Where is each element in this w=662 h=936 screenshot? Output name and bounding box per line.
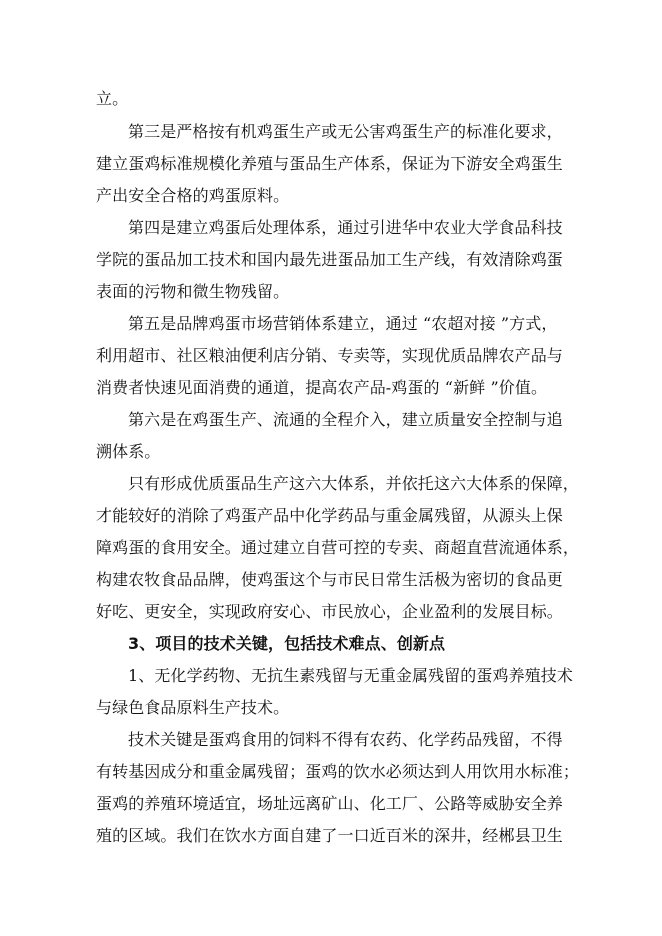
text-line: 才能较好的消除了鸡蛋产品中化学药品与重金属残留，从源头上保 <box>96 506 563 525</box>
text-line: 表面的污物和微生物残留。 <box>96 282 290 301</box>
text-line: 学院的蛋品加工技术和国内最先进蛋品加工生产线，有效清除鸡蛋 <box>96 250 563 269</box>
text-line: 消费者快速见面消费的通道，提高农产品-鸡蛋的 “新鲜 ”价值。 <box>96 378 548 397</box>
text-line: 第五是品牌鸡蛋市场营销体系建立，通过 “农超对接 ”方式， <box>128 314 558 333</box>
text-line: 只有形成优质蛋品生产这六大体系，并依托这六大体系的保障， <box>128 474 579 493</box>
text-line: 第四是建立鸡蛋后处理体系，通过引进华中农业大学食品科技 <box>128 218 563 237</box>
text-line: 殖的区域。我们在饮水方面自建了一口近百米的深井，经郴县卫生 <box>96 826 563 845</box>
text-line: 构建农牧食品品牌，使鸡蛋这个与市民日常生活极为密切的食品更 <box>96 570 563 589</box>
text-line: 蛋鸡的养殖环境适宜，场址远离矿山、化工厂、公路等威胁安全养 <box>96 794 563 813</box>
text-line: 有转基因成分和重金属残留；蛋鸡的饮水必须达到人用饮用水标准； <box>96 762 580 781</box>
text-line: 溯体系。 <box>96 442 161 461</box>
text-line: 利用超市、社区粮油便利店分销、专卖等，实现优质品牌农产品与 <box>96 346 563 365</box>
text-line: 立。 <box>96 89 129 108</box>
text-line: 与绿色食品原料生产技术。 <box>96 698 290 717</box>
text-line: 好吃、更安全，实现政府安心、市民放心，企业盈利的发展目标。 <box>96 602 563 621</box>
text-line: 建立蛋鸡标准规模化养殖与蛋品生产体系，保证为下游安全鸡蛋生 <box>96 154 563 173</box>
text-line: 第三是严格按有机鸡蛋生产或无公害鸡蛋生产的标准化要求， <box>128 122 563 141</box>
text-line: 技术关键是蛋鸡食用的饲料不得有农药、化学药品残留，不得 <box>128 730 563 749</box>
text-line: 第六是在鸡蛋生产、流通的全程介入，建立质量安全控制与追 <box>128 410 563 429</box>
section-heading: 3、项目的技术关键，包括技术难点、创新点 <box>128 634 446 653</box>
text-line: 障鸡蛋的食用安全。通过建立自营可控的专卖、商超直营流通体系， <box>96 538 580 557</box>
text-line: 1、无化学药物、无抗生素残留与无重金属残留的蛋鸡养殖技术 <box>128 666 573 685</box>
text-line: 产出安全合格的鸡蛋原料。 <box>96 186 290 205</box>
